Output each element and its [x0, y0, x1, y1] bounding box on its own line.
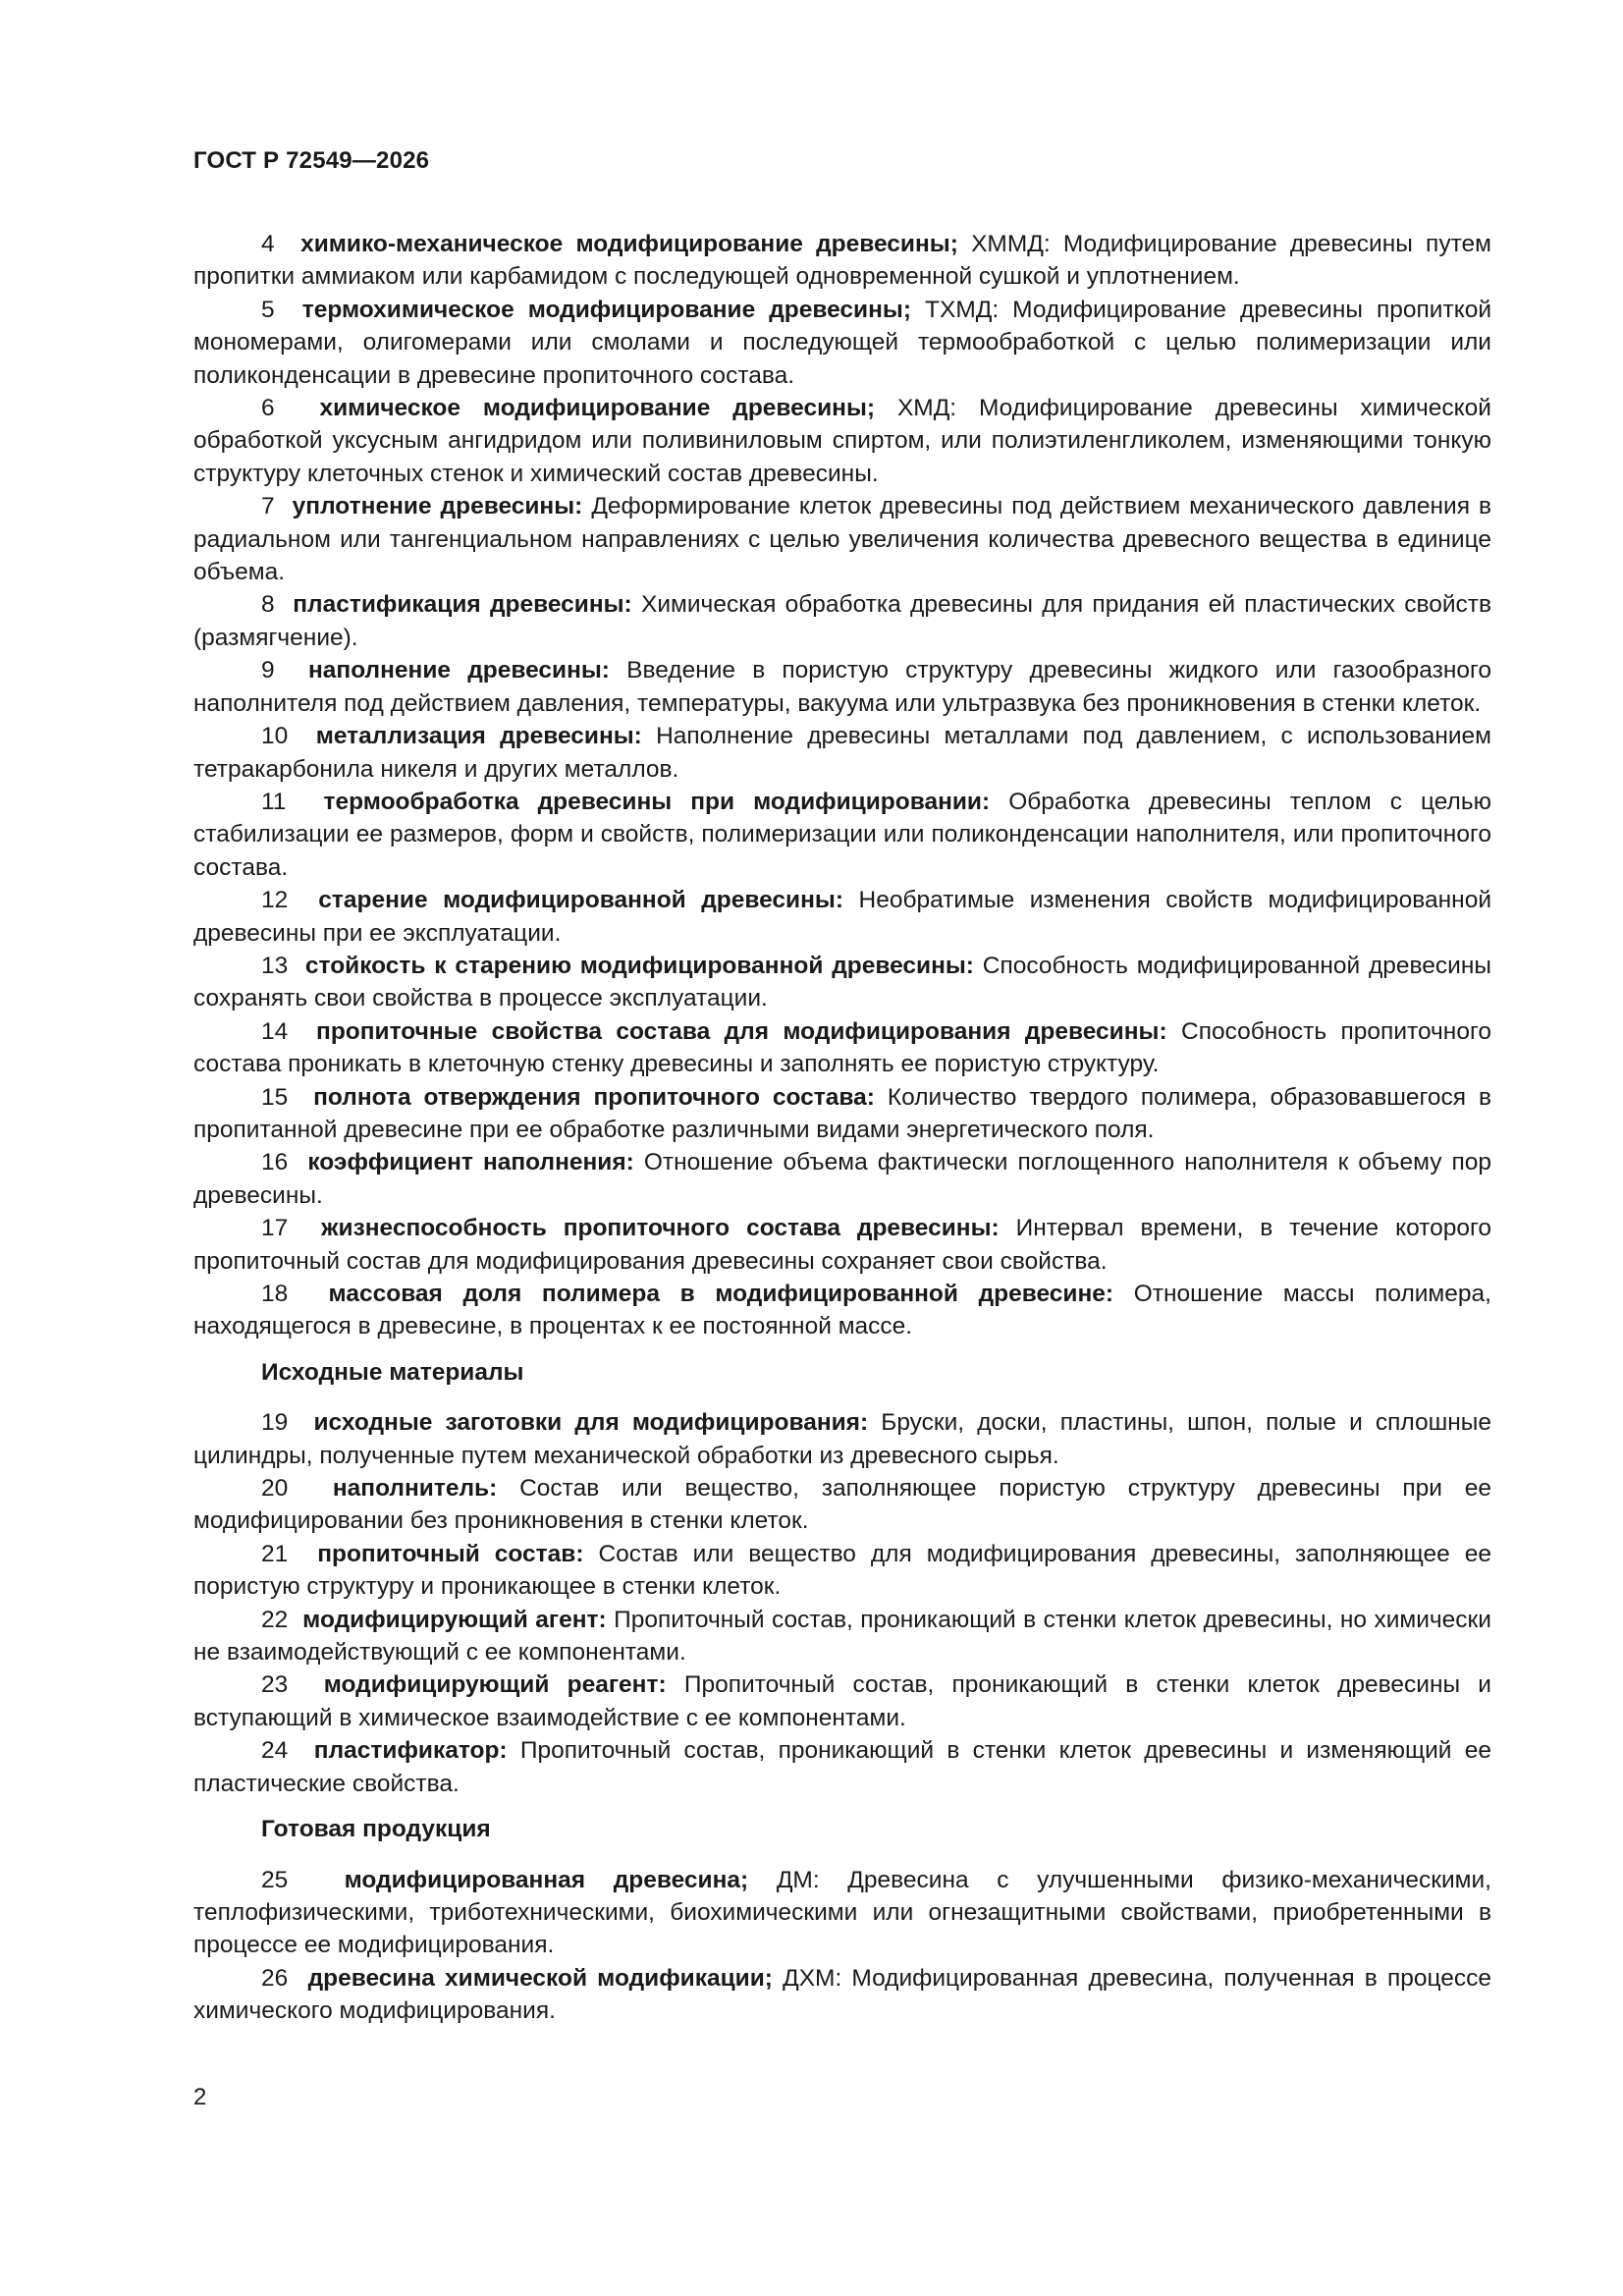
term-definition: Необратимые изменения свойств модифицированной древесины при ее эксплуатации. [193, 887, 1491, 947]
term-name: пропиточные свойства состава для модифицирования древесины: [316, 1017, 1167, 1045]
term-name: пропиточный состав: [317, 1540, 584, 1567]
term-number: 25 [261, 1866, 289, 1893]
term-entry [193, 1278, 1491, 1343]
page-number: 2 [193, 2084, 207, 2110]
term-number: 11 [261, 788, 287, 815]
term-entry [193, 1864, 1491, 1962]
term-number: 21 [261, 1540, 289, 1567]
term-definition: Интервал времени, в течение которого пропиточный состав для модифицирования древесины сохраняет свои свойства. [193, 1215, 1492, 1275]
term-name: жизнеспособность пропиточного состава древесины: [321, 1215, 1000, 1242]
term-entry [193, 1734, 1491, 1800]
term-number: 14 [261, 1017, 289, 1045]
term-definition: ДМ: Древесина с улучшенными физико-механическими, теплофизическими, триботехническими, биохимическими или огнезащитными свойствами, приобретенными в процессе ее модифицирования. [193, 1866, 1491, 1959]
term-name: наполнение древесины: [307, 657, 610, 684]
term-name: древесина химической модификации; [307, 1964, 773, 1992]
term-definition: Введение в пористую структуру древесины жидкого или газообразного наполнителя под действием давления, температуры, вакуума или ультразвука без проникновения в стенки клеток. [193, 657, 1491, 717]
term-definition: Состав или вещество для модифицирования древесины, заполняющее ее пористую структуру и проникающее в стенки клеток. [193, 1540, 1492, 1601]
term-name: исходные заготовки для модифицирования: [313, 1409, 869, 1437]
term-definition: Способность пропиточного состава проникать в клеточную стенку древесины и заполнять ее пористую структуру. [193, 1017, 1491, 1078]
term-entry [193, 490, 1491, 588]
term-name: металлизация древесины: [315, 723, 642, 750]
term-entry [193, 1081, 1491, 1147]
term-entry [193, 884, 1491, 950]
term-entry [193, 1962, 1491, 2028]
term-number: 7 [261, 493, 275, 520]
term-number: 15 [261, 1083, 289, 1111]
term-name: термообработка древесины при модифицировании: [323, 788, 991, 815]
term-definition: Пропиточный состав, проникающий в стенки клеток древесины, но химически не взаимодействующий с ее компонентами. [193, 1606, 1491, 1667]
terms-content [193, 228, 1491, 2028]
term-definition: Пропиточный состав, проникающий в стенки клеток древесины и изменяющий ее пластические свойства. [193, 1737, 1491, 1797]
term-entry [193, 1604, 1491, 1669]
term-entry [193, 392, 1491, 490]
term-entry [193, 1472, 1491, 1538]
term-entry [193, 1668, 1491, 1734]
term-name: модифицирующий реагент: [323, 1671, 667, 1699]
term-number: 24 [261, 1737, 289, 1765]
term-name: пластификатор: [313, 1737, 508, 1765]
term-name: химическое модифицирование древесины; [319, 395, 876, 422]
term-number: 17 [261, 1215, 289, 1242]
term-entry [193, 720, 1491, 786]
term-name: полнота отверждения пропиточного состава: [313, 1083, 875, 1111]
term-entry [193, 786, 1491, 884]
term-definition: ТХМД: Модифицирование древесины пропиткой мономерами, олигомерами или смолами и последующей термообработкой с целью полимеризации или поликонденсации в древесине пропиточного состава. [193, 296, 1492, 389]
term-entry [193, 294, 1491, 392]
term-number: 12 [261, 887, 289, 914]
term-name: термохимическое модифицирование древесины; [301, 296, 911, 323]
term-entry [193, 1538, 1491, 1604]
term-name: модифицированная древесина; [344, 1866, 749, 1893]
term-definition: Бруски, доски, пластины, шпон, полые и сплошные цилиндры, полученные путем механической обработки из древесного сырья. [193, 1409, 1491, 1469]
term-number: 13 [261, 952, 289, 979]
term-name: массовая доля полимера в модифицированной древесине: [328, 1281, 1114, 1307]
term-definition: Химическая обработка древесины для придания ей пластических свойств (размягчение). [193, 591, 1491, 651]
term-number: 16 [261, 1149, 289, 1176]
term-name: наполнитель: [332, 1475, 498, 1503]
term-definition: Способность модифицированной древесины сохранять свои свойства в процессе эксплуатации. [193, 952, 1491, 1012]
term-definition: Пропиточный состав, проникающий в стенки клеток древесины и вступающий в химическое взаимодействие с ее компонентами. [193, 1671, 1491, 1731]
term-definition: Отношение объема фактически поглощенного наполнителя к объему пор древесины. [193, 1149, 1492, 1209]
term-definition: Количество твердого полимера, образовавшегося в пропитанной древесине при ее обработке различными видами энергетического поля. [193, 1083, 1491, 1143]
term-name: стойкость к старению модифицированной древесины: [304, 952, 974, 979]
term-definition: Наполнение древесины металлами под давлением, с использованием тетракарбонила никеля и других металлов. [193, 723, 1492, 783]
term-entry [193, 588, 1491, 654]
term-number: 19 [261, 1409, 289, 1437]
term-definition: Состав или вещество, заполняющее пористую структуру древесины при ее модифицировании без проникновения в стенки клеток. [193, 1475, 1491, 1535]
section-heading: Готовая продукция [261, 1816, 491, 1843]
term-entry [193, 228, 1491, 294]
term-entry [193, 1212, 1491, 1278]
term-number: 6 [261, 395, 275, 422]
term-number: 20 [261, 1475, 289, 1503]
term-number: 4 [261, 231, 275, 257]
term-definition: Отношение массы полимера, находящегося в древесине, в процентах к ее постоянной массе. [193, 1281, 1491, 1340]
term-name: химико-механическое модифицирование древесины; [300, 231, 958, 257]
term-definition: Обработка древесины теплом с целью стабилизации ее размеров, форм и свойств, полимеризации или поликонденсации наполнителя, или пропиточного состава. [193, 788, 1491, 881]
term-entry [193, 1146, 1491, 1212]
term-name: старение модифицированной древесины: [318, 887, 843, 914]
term-number: 23 [261, 1671, 289, 1699]
document-code-header: ГОСТ Р 72549—2026 [193, 147, 430, 174]
term-number: 10 [261, 723, 289, 750]
term-name: коэффициент наполнения: [307, 1149, 634, 1176]
term-number: 8 [261, 591, 275, 619]
term-definition: ХММД: Модифицирование древесины путем пропитки аммиаком или карбамидом с последующей одновременной сушкой и уплотнением. [193, 231, 1491, 291]
term-definition: ДХМ: Модифицированная древесина, полученная в процессе химического модифицирования. [193, 1964, 1491, 2025]
term-number: 5 [261, 296, 275, 323]
term-definition: ХМД: Модифицирование древесины химической обработкой уксусным ангидридом или поливиниловым спиртом, или полиэтиленгликолем, изменяющими тонкую структуру клеточных стенок и химический состав древесины. [193, 395, 1491, 487]
section-heading: Исходные материалы [261, 1358, 524, 1386]
term-number: 26 [261, 1964, 289, 1992]
term-name: пластификация древесины: [293, 591, 632, 619]
term-entry [193, 1015, 1491, 1081]
term-number: 9 [261, 657, 275, 684]
term-number: 22 [261, 1606, 289, 1633]
term-entry [193, 654, 1491, 720]
term-entry [193, 950, 1491, 1015]
term-definition: Деформирование клеток древесины под действием механического давления в радиальном или тангенциальном направлениях с целью увеличения количества древесного вещества в единице объема. [193, 493, 1491, 586]
term-number: 18 [261, 1281, 289, 1307]
term-name: модифицирующий агент: [302, 1606, 607, 1633]
term-entry [193, 1406, 1491, 1472]
term-name: уплотнение древесины: [292, 493, 583, 520]
